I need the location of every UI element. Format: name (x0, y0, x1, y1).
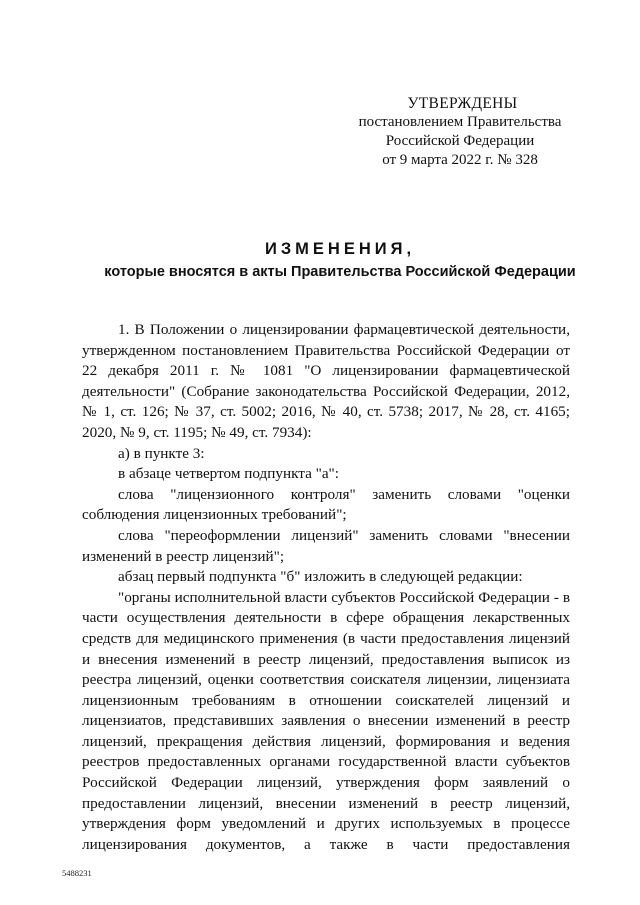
paragraph-2: а) в пункте 3: (118, 444, 205, 462)
approval-title: УТВЕРЖДЕНЫ (407, 95, 518, 112)
paragraph-7: "органы исполнительной власти субъектов Российской Федерации - в части осуществления деятельности в сфере обращения лекарственных средств для медицинского применения (в части предоставления лицензий и внесения изменений в реестр лицензий, предоставления выписок из реестра лицензий, оценки соответствия соискателя лицензии, лицензиата лицензионным требованиям в отношении соискателей лицензий и лицензиатов, представивших заявления о внесении изменений в реестр лицензий, прекращения действия лицензий, формирования и ведения реестров предоставленных органами государственной власти субъектов Российской Федерации лицензий, утверждения форм заявлений о предоставлении лицензий, внесении изменений в реестр лицензий, утверждения форм уведомлений и других используемых в процессе лицензирования документов, а также в части предоставления (82, 588, 570, 853)
approval-line-2: Российской Федерации (385, 133, 535, 149)
paragraph-1: 1. В Положении о лицензировании фармацевтической деятельности, утвержденном постановлением Правительства Российской Федерации от 22 декабря 2011 г. № 1081 "О лицензировании фармацевтической деятельности" (Собрание законодательства Российской Федерации, 2012, № 1, ст. 126; № 37, ст. 5002; 2016, № 40, ст. 5738; 2017, № 28, ст. 4165; 2020, № 9, ст. 1195; № 49, ст. 7934): (82, 321, 570, 441)
paragraph-5: слова "переоформлении лицензий" заменить словами "внесении изменений в реестр лицензий"; (82, 526, 570, 565)
paragraph-4: слова "лицензионного контроля" заменить словами "оценки соблюдения лицензионных требований"; (82, 485, 570, 524)
paragraph-3: в абзаце четвертом подпункта "а": (118, 465, 339, 483)
approval-block (350, 94, 570, 170)
document-id: 5488231 (62, 868, 92, 878)
approval-line-1: постановлением Правительства (358, 114, 562, 130)
document-title: ИЗМЕНЕНИЯ, (264, 240, 416, 258)
approval-line-3: от 9 марта 2022 г. № 328 (382, 152, 538, 168)
document-body (82, 320, 570, 855)
paragraph-6: абзац первый подпункта "б" изложить в следующей редакции: (118, 568, 523, 586)
document-subtitle: которые вносятся в акты Правительства Российской Федерации (104, 264, 576, 280)
